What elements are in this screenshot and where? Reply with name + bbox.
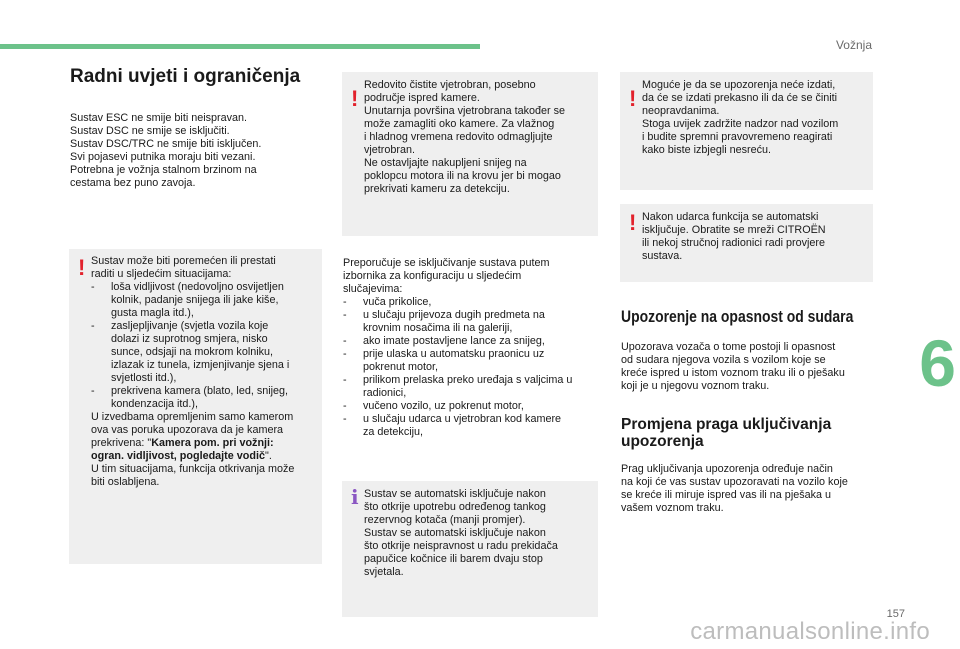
page-number: 157 [886, 608, 905, 620]
info-box-text: Sustav se automatski isključuje nakon što otkrije upotrebu određenog tankog rezervnog kotača (manji promjer). Sustav se automatski isključuje nakon što otkrije neispravnost u radu prekidača papučice kočnice ili barem dvaju stop svjetala. [364, 488, 558, 578]
camera-warning-message: Kamera pom. pri vožnji: [151, 437, 274, 449]
list-item: - zasljepljivanje (svjetla vozila koje dolazi iz suprotnog smjera, nisko sunce, odsjaji na mokrom kolniku, izlazak iz tunela, izmjenjivanje sjena i svjetlosti itd.), [91, 320, 290, 384]
warning-box-text: Nakon udarca funkcija se automatski isključuje. Obratite se mreži CITROËN ili nekoj stručnoj radionici radi provjere sustava. [642, 211, 826, 262]
list-item: - prilikom prelaska preko uređaja s valjcima u radionici, [343, 374, 573, 399]
warning-icon: ! [351, 86, 359, 111]
info-icon: i [351, 485, 359, 509]
warning-icon: ! [78, 255, 86, 280]
section-title: Vožnja [835, 38, 872, 52]
warning-icon: ! [629, 210, 637, 235]
header-accent-bar [0, 44, 480, 49]
chapter-number: 6 [919, 326, 956, 400]
list-item: - prije ulaska u automatsku praonicu uz pokrenut motor, [343, 348, 545, 373]
collision-warning-paragraph: Upozorava vozača o tome postoji li opasnost od sudara njegova vozila s vozilom koje se kreće ispred u istom voznom traku ili o pješaku koji je u njegovu voznom traku. [621, 341, 845, 392]
deactivation-recommendation: Preporučuje se isključivanje sustava putem izbornika za konfiguraciju u sljedećim slučajevima: - vuča prikolice, - u slučaju prijevoza dugih predmeta na krovnim nosačima ili na galeriji, - ako imate postavljene lance za snijeg, - prije ulaska u automatsku praonicu uz pokrenut motor, - prilikom prelaska preko uređaja s valjcima u radionici, - vučeno vozilo, uz pokrenut motor, - u slučaju udarca u vjetrobran kod kamere za detekciju, [343, 257, 573, 438]
list-item: - vučeno vozilo, uz pokrenut motor, [343, 400, 524, 412]
heading-threshold-change: Promjena praga uključivanja upozorenja [621, 416, 832, 450]
warning-box-text: Moguće je da se upozorenja neće izdati, da će se izdati prekasno ili da će se činiti neopravdanima. Stoga uvijek zadržite nadzor nad vozilom i budite spremni pravovremeno reagirati kako biste izbjegli nesreću. [642, 79, 839, 156]
list-item: - u slučaju udarca u vjetrobran kod kamere za detekciju, [343, 413, 562, 438]
list-item: - u slučaju prijevoza dugih predmeta na krovnim nosačima ili na galeriji, [343, 309, 545, 334]
list-item: - loša vidljivost (nedovoljno osvijetljen kolnik, padanje snijega ili jake kiše, gusta magla itd.), [91, 281, 284, 319]
heading-collision-warning: Upozorenje na opasnost od sudara [621, 307, 854, 326]
warning-box-windscreen [342, 72, 598, 236]
warning-box-text: Redovito čistite vjetrobran, posebno područje ispred kamere. Unutarnja površina vjetrobrana također se može zamagliti oko kamere. Za vlažnog i hladnog vremena redovito odmagljujte vjetrobran. Ne ostavljajte nakupljeni snijeg na poklopcu motora ili na krovu jer bi mogao prekrivati kameru za detekciju. [364, 79, 566, 195]
list-item: - prekrivena kamera (blato, led, snijeg, kondenzacija itd.), [91, 385, 289, 410]
warning-icon: ! [629, 86, 637, 111]
warning-box-impact [620, 204, 873, 282]
info-box-auto-deactivation [342, 481, 598, 617]
threshold-paragraph: Prag uključivanja upozorenja određuje način na koji će vas sustav upozoravati na vozilo koje se kreće ili miruje ispred vas ili na pješaka u vašem voznom traku. [621, 463, 848, 514]
warning-box-alerts [620, 72, 873, 190]
camera-warning-message-cont: ogran. vidljivost, pogledajte vodič [91, 450, 265, 462]
intro-paragraph: Sustav ESC ne smije biti neispravan. Sustav DSC ne smije se isključiti. Sustav DSC/TRC ne smije biti isključen. Svi pojasevi putnika moraju biti vezani. Potrebna je vožnja stalnom brzinom na cestama bez puno zavoja. [70, 112, 262, 189]
page-title: Radni uvjeti i ograničenja [70, 66, 301, 87]
watermark: carmanualsonline.info [690, 618, 930, 645]
warning-box-text: Sustav može biti poremećen ili prestati raditi u sljedećim situacijama: - loša vidljivost (nedovoljno osvijetljen kolnik, padanje snijega ili jake kiše, gusta magla itd.), - zasljepljivanje (svjetla vozila koje dolazi iz suprotnog smjera, nisko sunce, odsjaji na mokrom kolniku, izlazak iz tunela, izmjenjivanje sjena i svjetlosti itd.), - prekrivena kamera (blato, led, snijeg, kondenzacija itd.), U izvedbama opremljenim samo kamerom ova vas poruka upozorava da je kamera prekrivena: "Kamera pom. pri vožnji: ogran. vidljivost, pogledajte vodič". U tim situacijama, funkcija otkrivanja može biti oslabljena. [91, 255, 316, 489]
warning-box-limitations [69, 249, 322, 564]
list-item: - ako imate postavljene lance za snijeg, [343, 335, 545, 347]
list-item: - vuča prikolice, [343, 296, 432, 308]
